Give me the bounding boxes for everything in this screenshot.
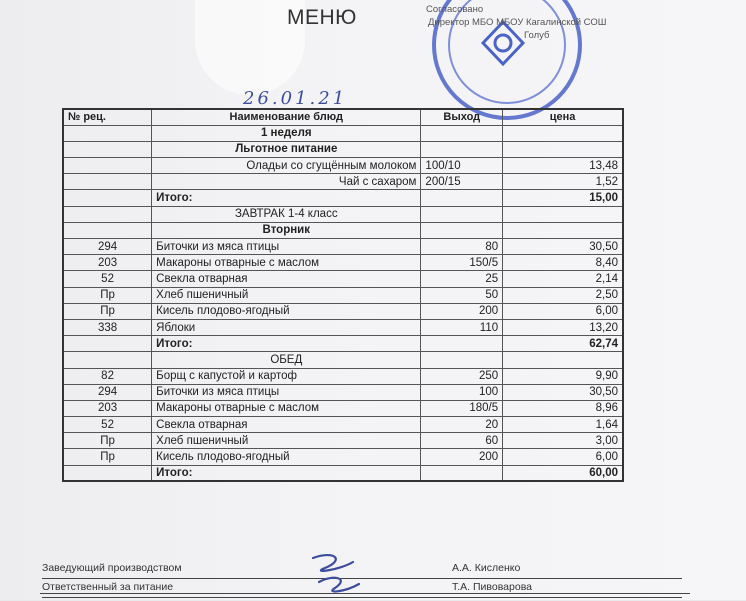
menu-table <box>62 108 624 482</box>
dish-portion: 50 <box>421 287 503 303</box>
section-label: Льготное питание <box>152 141 421 157</box>
dish-price: 13,20 <box>503 319 623 335</box>
total-price: 15,00 <box>503 190 623 206</box>
dish-price: 9,90 <box>503 368 623 384</box>
day-label: Вторник <box>152 222 421 238</box>
dish-price: 1,64 <box>503 417 623 433</box>
dish-price: 13,48 <box>503 158 623 174</box>
table-row <box>63 174 623 190</box>
dish-portion: 80 <box>421 239 503 255</box>
recipe-number: Пр <box>63 287 152 303</box>
dish-portion: 100/10 <box>421 158 503 174</box>
recipe-number: 203 <box>63 255 152 271</box>
dish-portion: 20 <box>421 417 503 433</box>
total-price: 62,74 <box>503 336 623 352</box>
approval-line-1: Согласовано <box>426 4 484 15</box>
table-row <box>63 141 623 157</box>
dish-portion: 250 <box>421 368 503 384</box>
manager-name: А.А. Кисленко <box>452 562 521 574</box>
col-dish-name: Наименование блюд <box>152 109 421 125</box>
section-label: ОБЕД <box>152 352 421 368</box>
table-row <box>63 400 623 416</box>
dish-name: Хлеб пшеничный <box>152 287 421 303</box>
table-row <box>63 449 623 465</box>
dish-price: 2,14 <box>503 271 623 287</box>
recipe-number: Пр <box>63 433 152 449</box>
table-row <box>63 465 623 481</box>
table-row <box>63 255 623 271</box>
page-title: МЕНЮ <box>287 6 357 29</box>
recipe-number: Пр <box>63 449 152 465</box>
dish-price: 3,00 <box>503 433 623 449</box>
approval-line-3: Голуб <box>524 30 550 41</box>
dish-portion: 180/5 <box>421 400 503 416</box>
week-label: 1 неделя <box>152 125 421 141</box>
table-row <box>63 384 623 400</box>
responsible-name: Т.А. Пивоварова <box>452 581 532 593</box>
dish-price: 8,40 <box>503 255 623 271</box>
dish-name: Макароны отварные с маслом <box>152 255 421 271</box>
table-row <box>63 271 623 287</box>
table-header-row <box>63 109 623 125</box>
approval-line-2: Директор МБО МБОУ Кагалинской СОШ <box>428 17 607 28</box>
recipe-number: 338 <box>63 319 152 335</box>
recipe-number: Пр <box>63 303 152 319</box>
dish-price: 2,50 <box>503 287 623 303</box>
dish-name: Свекла отварная <box>152 271 421 287</box>
dish-name: Макароны отварные с маслом <box>152 400 421 416</box>
dish-name: Хлеб пшеничный <box>152 433 421 449</box>
col-portion: Выход <box>421 109 503 125</box>
recipe-number: 203 <box>63 400 152 416</box>
table-row <box>63 319 623 335</box>
table-row <box>63 417 623 433</box>
recipe-number: 52 <box>63 417 152 433</box>
recipe-number: 294 <box>63 239 152 255</box>
dish-price: 6,00 <box>503 303 623 319</box>
table-row <box>63 303 623 319</box>
manager-role: Заведующий производством <box>42 562 182 574</box>
responsible-role: Ответственный за питание <box>42 581 174 593</box>
dish-portion: 25 <box>421 271 503 287</box>
dish-name: Свекла отварная <box>152 417 421 433</box>
dish-portion: 150/5 <box>421 255 503 271</box>
section-label: ЗАВТРАК 1-4 класс <box>152 206 421 222</box>
approval-block <box>426 3 726 42</box>
table-row <box>63 239 623 255</box>
dish-price: 6,00 <box>503 449 623 465</box>
dish-name: Биточки из мяса птицы <box>152 239 421 255</box>
recipe-number: 52 <box>63 271 152 287</box>
handwritten-date: 26.01.21 <box>243 88 348 109</box>
table-row <box>63 287 623 303</box>
col-price: цена <box>503 109 623 125</box>
recipe-number: 82 <box>63 368 152 384</box>
table-row <box>63 352 623 368</box>
dish-portion: 200 <box>421 303 503 319</box>
dish-name: Оладьи со сгущённым молоком <box>152 158 421 174</box>
dish-portion: 60 <box>421 433 503 449</box>
table-row <box>63 190 623 206</box>
dish-portion: 200/15 <box>421 174 503 190</box>
table-row <box>63 125 623 141</box>
table-row <box>63 222 623 238</box>
table-row <box>63 158 623 174</box>
col-recipe-number: № рец. <box>63 109 152 125</box>
table-row <box>63 206 623 222</box>
table-row <box>63 336 623 352</box>
dish-price: 8,96 <box>503 400 623 416</box>
total-label: Итого: <box>152 336 421 352</box>
dish-name: Яблоки <box>152 319 421 335</box>
table-row <box>63 433 623 449</box>
dish-price: 1,52 <box>503 174 623 190</box>
dish-portion: 110 <box>421 319 503 335</box>
dish-portion: 200 <box>421 449 503 465</box>
dish-price: 30,50 <box>503 384 623 400</box>
dish-name: Кисель плодово-ягодный <box>152 303 421 319</box>
total-label: Итого: <box>152 465 421 481</box>
table-row <box>63 368 623 384</box>
total-price: 60,00 <box>503 465 623 481</box>
dish-portion: 100 <box>421 384 503 400</box>
dish-name: Кисель плодово-ягодный <box>152 449 421 465</box>
handwritten-signature-icon <box>295 548 375 598</box>
dish-name: Борщ с капустой и картоф <box>152 368 421 384</box>
dish-name: Чай с сахаром <box>152 174 421 190</box>
dish-price: 30,50 <box>503 239 623 255</box>
total-label: Итого: <box>152 190 421 206</box>
dish-name: Биточки из мяса птицы <box>152 384 421 400</box>
recipe-number: 294 <box>63 384 152 400</box>
